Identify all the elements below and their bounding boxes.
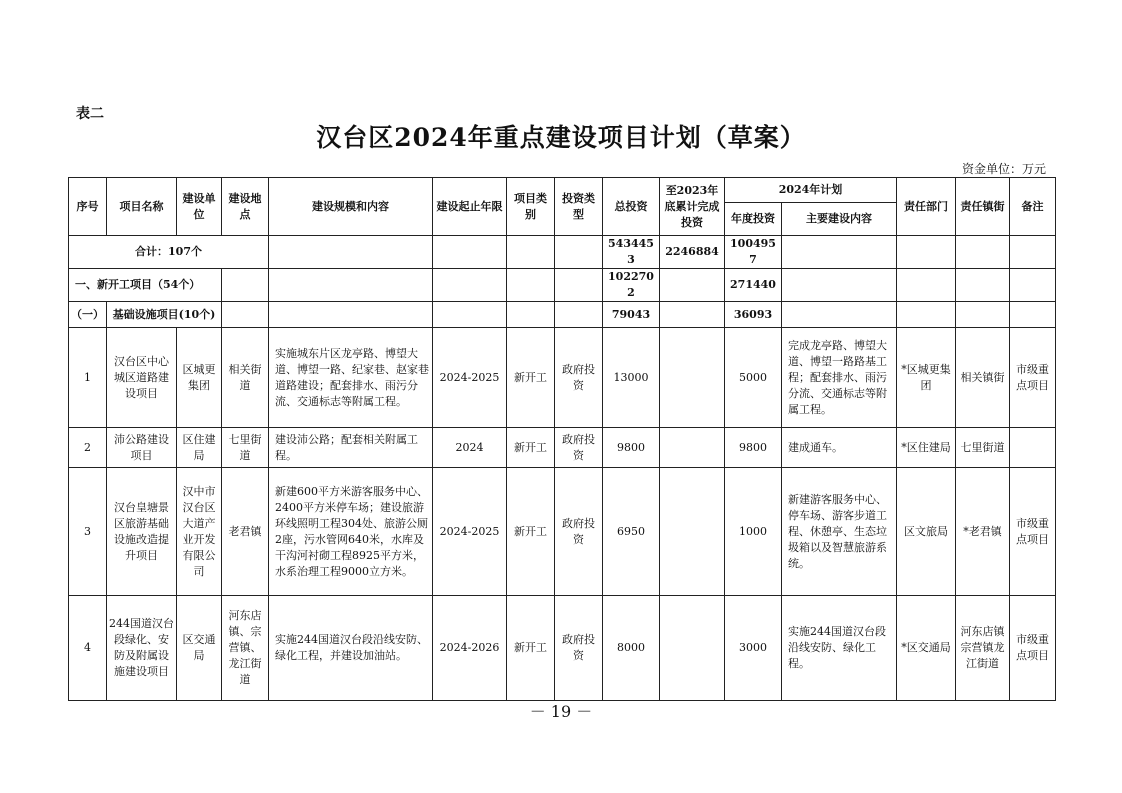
row-annual: 3000	[725, 596, 782, 701]
summary-total: 5434453	[603, 236, 660, 269]
row-location: 相关街道	[222, 328, 269, 428]
table-row	[69, 328, 1056, 428]
row-unit: 区交通局	[177, 596, 222, 701]
row-invest-type: 政府投资	[555, 596, 603, 701]
summary-row	[69, 236, 1056, 269]
subsection-number: （一）	[69, 302, 107, 328]
col-header-remark: 备注	[1010, 178, 1056, 236]
row-unit: 区住建局	[177, 428, 222, 468]
col-header-name: 项目名称	[107, 178, 177, 236]
summary-cum2023: 2246884	[660, 236, 725, 269]
project-plan-table	[68, 177, 1056, 701]
row-unit: 汉中市汉台区大道产业开发有限公司	[177, 468, 222, 596]
row-cum2023	[660, 596, 725, 701]
row-annual: 1000	[725, 468, 782, 596]
row-period: 2024-2026	[433, 596, 507, 701]
row-remark	[1010, 428, 1056, 468]
row-category: 新开工	[507, 328, 555, 428]
subsection-row	[69, 302, 1056, 328]
row-main-content: 新建游客服务中心、停车场、游客步道工程、休憩亭、生态垃圾箱以及智慧旅游系统。	[782, 468, 897, 596]
col-header-annual: 年度投资	[725, 203, 782, 236]
row-invest-type: 政府投资	[555, 468, 603, 596]
col-header-town: 责任镇街	[956, 178, 1010, 236]
row-total: 13000	[603, 328, 660, 428]
row-name: 汉台皇塘景区旅游基础设施改造提升项目	[107, 468, 177, 596]
row-remark: 市级重点项目	[1010, 596, 1056, 701]
row-cum2023	[660, 428, 725, 468]
subsection-total: 79043	[603, 302, 660, 328]
row-category: 新开工	[507, 596, 555, 701]
row-remark: 市级重点项目	[1010, 468, 1056, 596]
row-location: 老君镇	[222, 468, 269, 596]
row-location: 河东店镇、宗营镇、龙江街道	[222, 596, 269, 701]
row-category: 新开工	[507, 428, 555, 468]
summary-label: 合计：107个	[69, 236, 269, 269]
row-location: 七里街道	[222, 428, 269, 468]
row-dept: *区住建局	[897, 428, 956, 468]
row-period: 2024	[433, 428, 507, 468]
row-dept: 区文旅局	[897, 468, 956, 596]
row-remark: 市级重点项目	[1010, 328, 1056, 428]
row-total: 9800	[603, 428, 660, 468]
row-town: 河东店镇宗营镇龙江街道	[956, 596, 1010, 701]
row-name: 244国道汉台段绿化、安防及附属设施建设项目	[107, 596, 177, 701]
currency-unit-note: 资金单位：万元	[961, 162, 1046, 176]
row-seq: 2	[69, 428, 107, 468]
subsection-annual: 36093	[725, 302, 782, 328]
col-header-seq: 序号	[69, 178, 107, 236]
table-row	[69, 596, 1056, 701]
row-total: 6950	[603, 468, 660, 596]
row-scope: 建设沛公路；配套相关附属工程。	[269, 428, 433, 468]
row-scope: 新建600平方米游客服务中心、2400平方米停车场；建设旅游环线照明工程304处、旅游公厕2座，污水管网640米，水库及干沟河衬砌工程8925平方米，水系治理工程9000立方米。	[269, 468, 433, 596]
row-seq: 1	[69, 328, 107, 428]
table-row	[69, 468, 1056, 596]
section-total: 1022702	[603, 269, 660, 302]
section-row	[69, 269, 1056, 302]
col-header-category: 项目类别	[507, 178, 555, 236]
row-total: 8000	[603, 596, 660, 701]
section-label: 一、新开工项目（54个）	[69, 269, 222, 302]
table-row	[69, 428, 1056, 468]
row-town: 七里街道	[956, 428, 1010, 468]
row-category: 新开工	[507, 468, 555, 596]
row-name: 沛公路建设项目	[107, 428, 177, 468]
table-label: 表二	[76, 106, 104, 122]
row-period: 2024-2025	[433, 328, 507, 428]
row-main-content: 建成通车。	[782, 428, 897, 468]
col-header-period: 建设起止年限	[433, 178, 507, 236]
row-town: 相关镇街	[956, 328, 1010, 428]
section-annual: 271440	[725, 269, 782, 302]
page-number: － 19 －	[529, 702, 593, 721]
row-scope: 实施城东片区龙亭路、博望大道、博望一路、纪家巷、赵家巷道路建设；配套排水、雨污分流、交通标志等附属工程。	[269, 328, 433, 428]
row-dept: *区交通局	[897, 596, 956, 701]
row-seq: 4	[69, 596, 107, 701]
page-title: 汉台区2024年重点建设项目计划（草案）	[316, 123, 806, 152]
row-main-content: 完成龙亭路、博望大道、博望一路路基工程；配套排水、雨污分流、交通标志等附属工程。	[782, 328, 897, 428]
col-header-plan2024: 2024年计划	[725, 178, 897, 203]
row-unit: 区城更集团	[177, 328, 222, 428]
row-town: *老君镇	[956, 468, 1010, 596]
col-header-cum2023: 至2023年底累计完成投资	[660, 178, 725, 236]
col-header-unit: 建设单位	[177, 178, 222, 236]
col-header-main-content: 主要建设内容	[782, 203, 897, 236]
header-row-1	[69, 178, 1056, 203]
col-header-dept: 责任部门	[897, 178, 956, 236]
row-seq: 3	[69, 468, 107, 596]
row-cum2023	[660, 468, 725, 596]
subsection-label: 基础设施项目(10个)	[107, 302, 222, 328]
row-annual: 9800	[725, 428, 782, 468]
row-invest-type: 政府投资	[555, 328, 603, 428]
col-header-scope: 建设规模和内容	[269, 178, 433, 236]
row-dept: *区城更集团	[897, 328, 956, 428]
row-period: 2024-2025	[433, 468, 507, 596]
row-invest-type: 政府投资	[555, 428, 603, 468]
row-scope: 实施244国道汉台段沿线安防、绿化工程，并建设加油站。	[269, 596, 433, 701]
row-name: 汉台区中心城区道路建设项目	[107, 328, 177, 428]
col-header-location: 建设地点	[222, 178, 269, 236]
row-cum2023	[660, 328, 725, 428]
row-annual: 5000	[725, 328, 782, 428]
summary-annual: 1004957	[725, 236, 782, 269]
row-main-content: 实施244国道汉台段沿线安防、绿化工程。	[782, 596, 897, 701]
col-header-total: 总投资	[603, 178, 660, 236]
col-header-invest-type: 投资类型	[555, 178, 603, 236]
